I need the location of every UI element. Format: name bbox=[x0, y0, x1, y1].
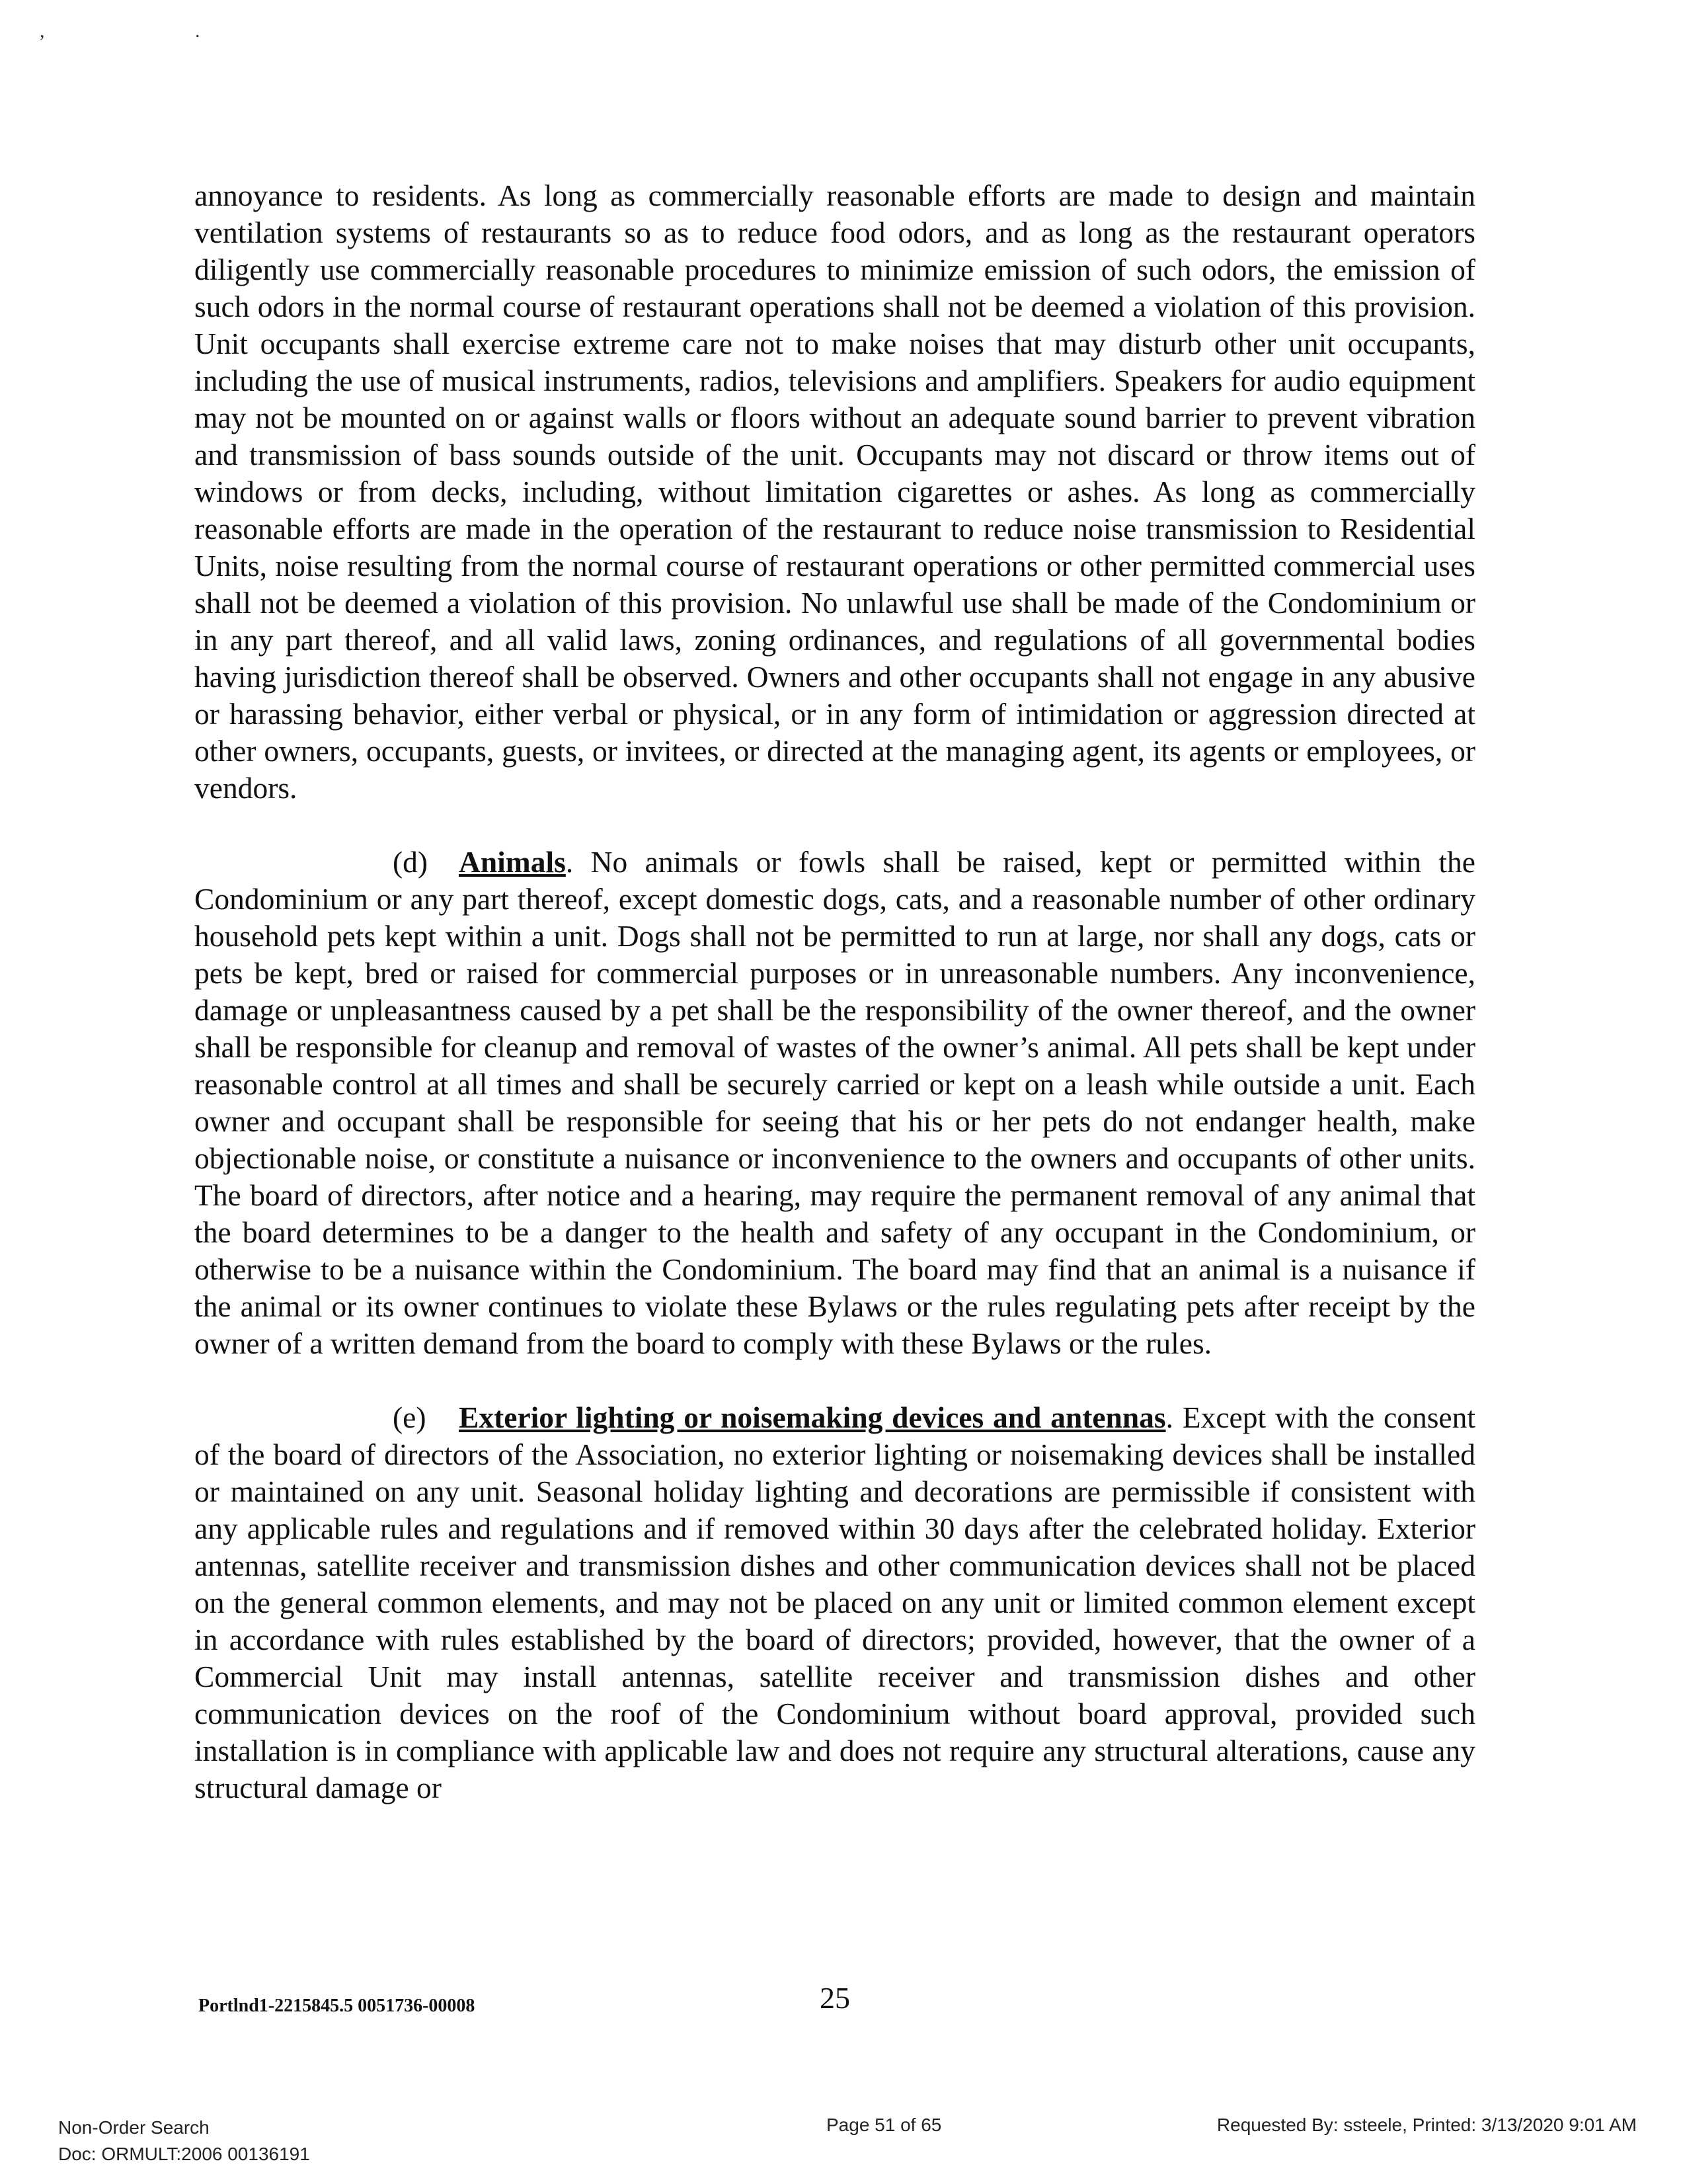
footer-page-count: Page 51 of 65 bbox=[826, 2115, 942, 2135]
scan-marks: , . bbox=[40, 20, 273, 42]
footer-search-type: Non-Order Search bbox=[58, 2117, 210, 2138]
document-id: Portlnd1-2215845.5 0051736-00008 bbox=[198, 1996, 475, 2016]
section-e-heading: Exterior lighting or noisemaking devices and antennas bbox=[459, 1400, 1166, 1434]
footer-requested-by: Requested By: ssteele, Printed: 3/13/2020 9:01 AM bbox=[1216, 2115, 1637, 2135]
section-d-text: . No animals or fowls shall be raised, kept or permitted within the Condominium or any part thereof, except domestic dogs, cats, and a reasonable number of other ordinary household pets kept within a unit. Dogs shall not be permitted to run at large, nor shall any dogs, cats or pets be kept, bred or raised for commercial purposes or in unreasonable numbers. Any inconvenience, damage or unpleasantness caused by a pet shall be the responsibility of the owner thereof, and the owner shall be responsible for cleanup and removal of wastes of the owner’s animal. All pets shall be kept under reasonable control at all times and shall be securely carried or kept on a leash while outside a unit. Each owner and occupant shall be responsible for seeing that his or her pets do not endanger health, make objectionable noise, or constitute a nuisance or inconvenience to the owners and occupants of other units. The board of directors, after notice and a hearing, may require the permanent removal of any animal that the board determines to be a danger to the health and safety of any occupant in the Condominium, or otherwise to be a nuisance within the Condominium. The board may find that an animal is a nuisance if the animal or its owner continues to violate these Bylaws or the rules regulating pets after receipt by the owner of a written demand from the board to comply with these Bylaws or the rules. bbox=[194, 845, 1475, 1360]
section-e-text: . Except with the consent of the board of directors of the Association, no exterior lighting or noisemaking devices shall be installed or maintained on any unit. Seasonal holiday lighting and decorations are permissible if consistent with any applicable rules and regulations and if removed within 30 days after the celebrated holiday. Exterior antennas, satellite receiver and transmission dishes and other communication devices shall not be placed on the general common elements, and may not be placed on any unit or limited common element except in accordance with rules established by the board of directors; provided, however, that the owner of a Commercial Unit may install antennas, satellite receiver and transmission dishes and other communication devices on the roof of the Condominium without board approval, provided such installation is in compliance with applicable law and does not require any structural alterations, cause any structural damage or bbox=[194, 1400, 1475, 1804]
footer-doc-ref: Doc: ORMULT:2006 00136191 bbox=[58, 2144, 310, 2164]
section-e-exterior-lighting bbox=[194, 1399, 1475, 1806]
section-d-animals bbox=[194, 844, 1475, 1362]
page-number: 25 bbox=[820, 1981, 850, 2015]
document-body bbox=[194, 177, 1475, 1806]
section-d-label: (d) bbox=[393, 845, 428, 879]
paragraph-continued: annoyance to residents. As long as commercially reasonable efforts are made to design and maintain ventilation systems of restaurants so as to reduce food odors, and as long as the restaurant operators diligently use commercially reasonable procedures to minimize emission of such odors, the emission of such odors in the normal course of restaurant operations shall not be deemed a violation of this provision. Unit occupants shall exercise extreme care not to make noises that may disturb other unit occupants, including the use of musical instruments, radios, televisions and amplifiers. Speakers for audio equipment may not be mounted on or against walls or floors without an adequate sound barrier to prevent vibration and transmission of bass sounds outside of the unit. Occupants may not discard or throw items out of windows or from decks, including, without limitation cigarettes or ashes. As long as commercially reasonable efforts are made in the operation of the restaurant to reduce noise transmission to Residential Units, noise resulting from the normal course of restaurant operations or other permitted commercial uses shall not be deemed a violation of this provision. No unlawful use shall be made of the Condominium or in any part thereof, and all valid laws, zoning ordinances, and regulations of all governmental bodies having jurisdiction thereof shall be observed. Owners and other occupants shall not engage in any abusive or harassing behavior, either verbal or physical, or in any form of intimidation or aggression directed at other owners, occupants, guests, or invitees, or directed at the managing agent, its agents or employees, or vendors. bbox=[194, 179, 1475, 805]
section-e-label: (e) bbox=[393, 1400, 426, 1434]
footer-left bbox=[58, 2115, 310, 2167]
section-d-heading: Animals bbox=[459, 845, 566, 879]
